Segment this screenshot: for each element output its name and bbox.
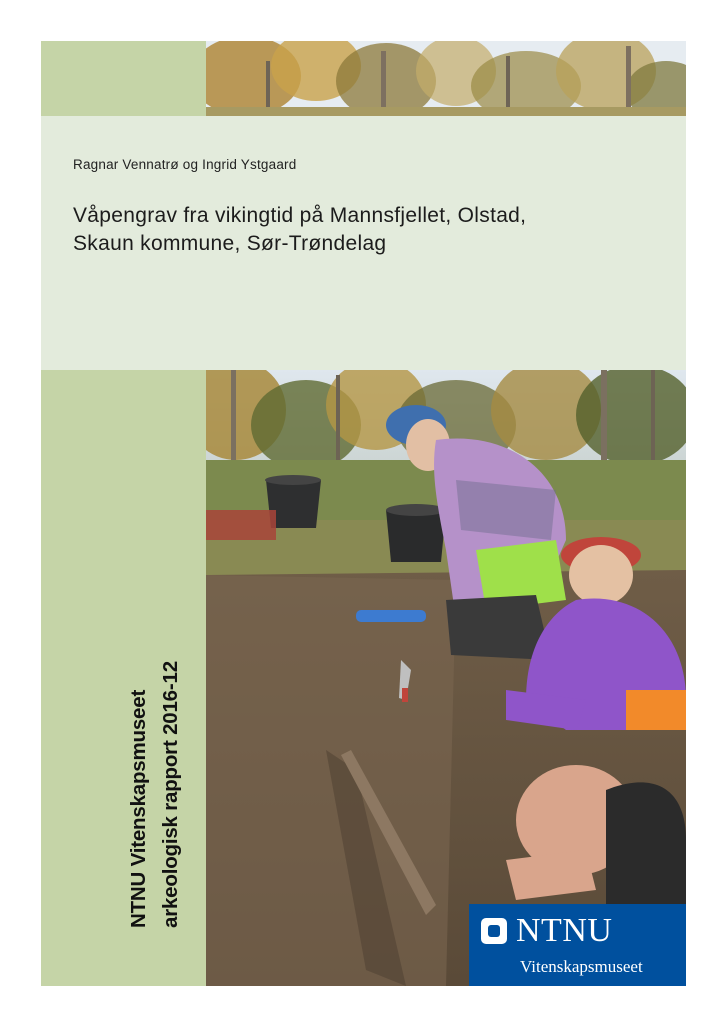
ntnu-logo-name: NTNU: [516, 912, 613, 949]
series-title-line-1: NTNU Vitenskapsmuseet: [127, 689, 150, 928]
ntnu-logo: [469, 904, 686, 986]
report-title-line-1: Våpengrav fra vikingtid på Mannsfjellet, Olstad,: [73, 204, 527, 227]
authors: Ragnar Vennatrø og Ingrid Ystgaard: [73, 157, 297, 172]
report-title-line-2: Skaun kommune, Sør-Trøndelag: [73, 232, 387, 255]
cover-photo-excavation: [206, 370, 686, 986]
ntnu-logo-subtitle: Vitenskapsmuseet: [520, 957, 643, 976]
cover-photo-trees: [206, 41, 686, 116]
green-corner-block: [41, 41, 206, 116]
series-title: [123, 661, 187, 928]
excavation-illustration: [206, 370, 686, 986]
trees-illustration: [206, 41, 686, 116]
series-title-line-2: arkeologisk rapport 2016-12: [159, 661, 182, 928]
ntnu-mark-icon: [481, 918, 507, 944]
title-panel: [41, 116, 686, 370]
